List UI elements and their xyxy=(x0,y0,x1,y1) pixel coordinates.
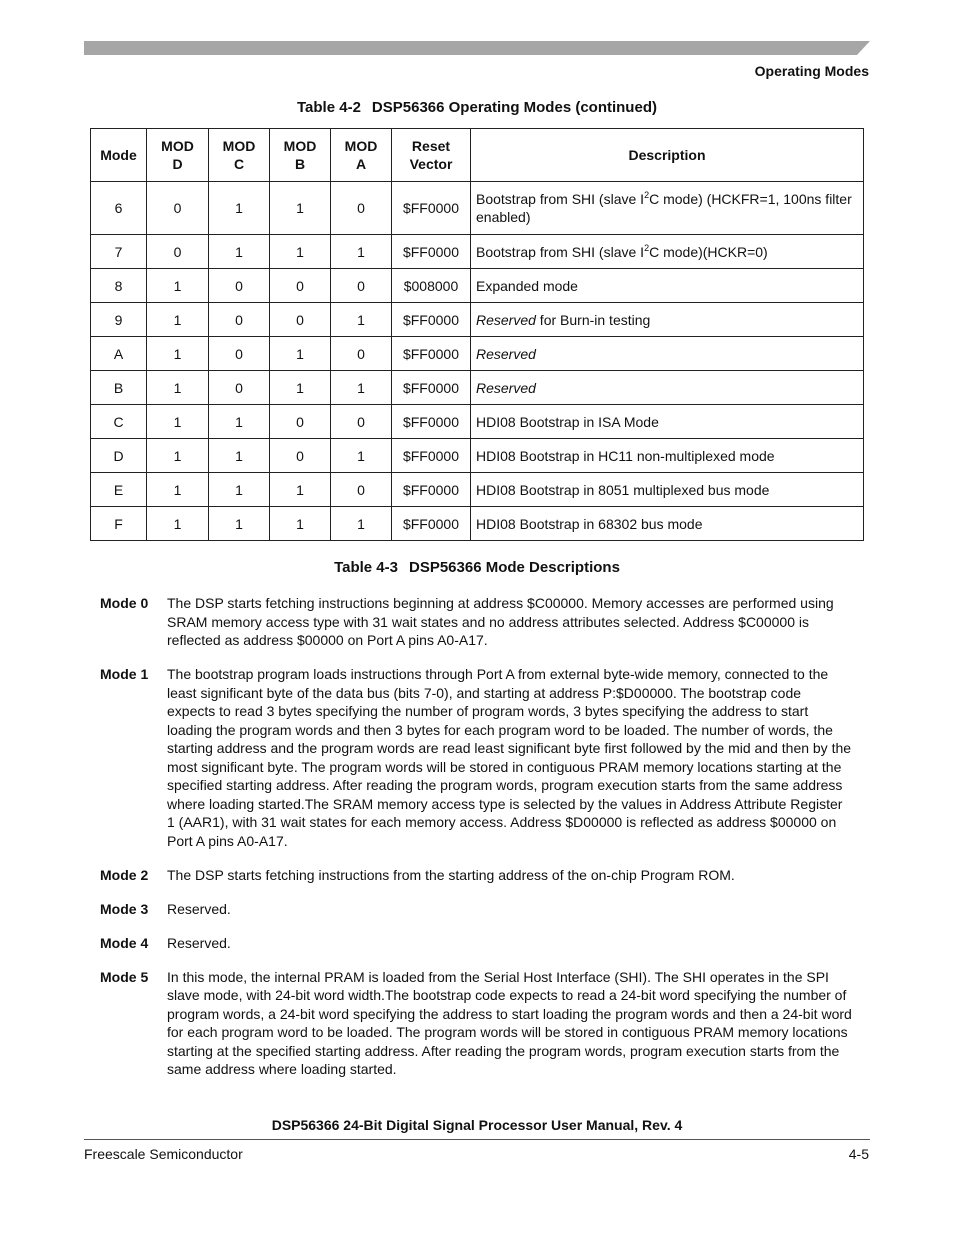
header-mod-a-line1: MOD xyxy=(344,138,378,154)
cell-mod-d: 1 xyxy=(147,371,209,405)
cell-mod-a: 0 xyxy=(331,337,392,371)
mode-entry xyxy=(100,900,852,919)
cell-mode: B xyxy=(91,371,147,405)
header-reset-line1: Reset xyxy=(411,138,451,154)
table-row xyxy=(91,269,864,303)
cell-description: HDI08 Bootstrap in ISA Mode xyxy=(471,405,864,439)
cell-description xyxy=(471,371,864,405)
table-row xyxy=(91,473,864,507)
cell-mod-a: 0 xyxy=(331,405,392,439)
cell-mod-b: 0 xyxy=(270,269,331,303)
cell-reset-vector: $FF0000 xyxy=(392,473,471,507)
cell-mod-c: 1 xyxy=(209,182,270,235)
cell-mod-b: 1 xyxy=(270,371,331,405)
operating-modes-table xyxy=(90,128,864,541)
cell-mode: E xyxy=(91,473,147,507)
desc-part: C mode) (HCKFR=1, 100ns filter enabled) xyxy=(476,191,852,225)
table-4-3-caption xyxy=(0,559,954,576)
cell-mode: 9 xyxy=(91,303,147,337)
cell-mod-a: 1 xyxy=(331,235,392,269)
footer-manual-title: DSP56366 24-Bit Digital Signal Processor User Manual, Rev. 4 xyxy=(271,1117,683,1133)
cell-mod-d: 1 xyxy=(147,507,209,541)
mode-label: Mode 4 xyxy=(100,934,149,951)
cell-mod-b: 0 xyxy=(270,405,331,439)
table-row xyxy=(91,507,864,541)
cell-mod-a: 1 xyxy=(331,507,392,541)
table-row xyxy=(91,405,864,439)
mode-text: Reserved. xyxy=(167,900,231,917)
cell-mod-d: 1 xyxy=(147,439,209,473)
cell-mod-b: 1 xyxy=(270,507,331,541)
header-reset-line2: Vector xyxy=(409,156,453,172)
mode-label: Mode 1 xyxy=(100,666,149,682)
cell-description: Expanded mode xyxy=(471,269,864,303)
header-mode: Mode xyxy=(91,129,147,182)
desc-part: for Burn-in testing xyxy=(535,311,651,328)
mode-text: The DSP starts fetching instructions beginning at address $C00000. Memory accesses are performed using SRAM memory access type with 31 wait states and no address attributes selected. Address $C00000 is reflected as address $00000 on Port A pins A0-A17. xyxy=(167,595,834,648)
cell-mod-b: 0 xyxy=(270,303,331,337)
cell-mod-b: 1 xyxy=(270,235,331,269)
table-4-2-title: DSP56366 Operating Modes (continued) xyxy=(371,99,657,116)
cell-mod-c: 0 xyxy=(209,371,270,405)
table-row xyxy=(91,182,864,235)
cell-mod-a: 1 xyxy=(331,371,392,405)
cell-reset-vector: $FF0000 xyxy=(392,405,471,439)
cell-mod-c: 0 xyxy=(209,269,270,303)
desc-part: Bootstrap from SHI (slave I xyxy=(476,243,645,260)
cell-mod-c: 1 xyxy=(209,473,270,507)
cell-mode: F xyxy=(91,507,147,541)
cell-mod-a: 1 xyxy=(331,439,392,473)
cell-description: HDI08 Bootstrap in 8051 multiplexed bus mode xyxy=(471,473,864,507)
desc-italic: Reserved xyxy=(476,311,536,328)
footer-divider xyxy=(84,1139,870,1140)
cell-mode: 8 xyxy=(91,269,147,303)
cell-reset-vector: $FF0000 xyxy=(392,235,471,269)
mode-entry xyxy=(100,934,852,953)
cell-mod-d: 1 xyxy=(147,405,209,439)
mode-text: In this mode, the internal PRAM is loaded from the Serial Host Interface (SHI). The SHI operates in the SPI slave mode, with 24-bit word width.The bootstrap code expects to read a 24-bit word specifying the number of program words, a 24-bit word specifying the address to start loading the program words and then a 24-bit word for each program word to be loaded. The program words will be stored in contiguous PRAM memory locations starting at the specified starting address. After reading the program words, program execution starts from the same address where loading started. xyxy=(167,968,852,1077)
page-number: 4-5 xyxy=(848,1146,869,1162)
cell-mod-d: 0 xyxy=(147,182,209,235)
cell-mod-c: 1 xyxy=(209,507,270,541)
table-row xyxy=(91,303,864,337)
table-row xyxy=(91,235,864,269)
cell-description xyxy=(471,182,864,235)
cell-mod-a: 0 xyxy=(331,473,392,507)
mode-entry xyxy=(100,594,852,650)
mode-label: Mode 0 xyxy=(100,595,149,611)
desc-part: Bootstrap from SHI (slave I xyxy=(476,191,645,207)
table-row xyxy=(91,439,864,473)
desc-superscript: 2 xyxy=(644,190,650,200)
table-4-3-title: DSP56366 Mode Descriptions xyxy=(409,559,620,576)
mode-text: The bootstrap program loads instructions through Port A from external byte-wide memory, connected to the least significant byte of the data bus (bits 7-0), and starting at address P:$D00000. The bootstrap code expects to read 3 bytes specifying the number of program words, 3 bytes specifying the address to start loading the program words and then 3 bytes for each program word to be loaded. The number of words, the starting address and the program words are read least significant byte first followed by the mid and then by the most significant byte. The program words will be stored in contiguous PRAM memory locations starting at the specified starting address. After reading the program words, program execution starts from the same address where loading started.The SRAM memory access type is selected by the values in Address Attribute Register 1 (AAR1), with 31 wait states for each memory access. Address $D00000 is reflected as address $00000 on Port A pins A0-A17. xyxy=(167,666,852,849)
desc-part: C mode)(HCKR=0) xyxy=(649,243,768,260)
cell-reset-vector: $FF0000 xyxy=(392,303,471,337)
cell-mod-c: 0 xyxy=(209,303,270,337)
mode-entry xyxy=(100,968,852,1079)
cell-reset-vector: $008000 xyxy=(392,269,471,303)
desc-superscript: 2 xyxy=(644,242,650,253)
header-mod-b-line2: B xyxy=(294,156,306,172)
cell-mod-c: 1 xyxy=(209,439,270,473)
table-4-2-number: Table 4-2 xyxy=(297,99,361,116)
section-title: Operating Modes xyxy=(754,63,869,79)
header-mod-c-line1: MOD xyxy=(222,138,256,154)
mode-label: Mode 2 xyxy=(100,866,149,883)
cell-description xyxy=(471,235,864,269)
table-4-2-caption xyxy=(0,99,954,116)
header-mod-d xyxy=(147,129,209,182)
mode-entry xyxy=(100,665,852,850)
cell-mod-a: 1 xyxy=(331,303,392,337)
cell-reset-vector: $FF0000 xyxy=(392,371,471,405)
cell-mod-a: 0 xyxy=(331,269,392,303)
header-mod-c-line2: C xyxy=(233,156,245,172)
header-reset-vector xyxy=(392,129,471,182)
cell-mode: 7 xyxy=(91,235,147,269)
header-description: Description xyxy=(471,129,864,182)
cell-mode: C xyxy=(91,405,147,439)
header-bar xyxy=(84,41,870,55)
header-mod-b-line1: MOD xyxy=(283,138,317,154)
cell-reset-vector: $FF0000 xyxy=(392,439,471,473)
cell-mod-d: 1 xyxy=(147,269,209,303)
cell-mod-c: 1 xyxy=(209,235,270,269)
cell-mod-c: 0 xyxy=(209,337,270,371)
cell-description xyxy=(471,303,864,337)
header-mod-c xyxy=(209,129,270,182)
cell-description xyxy=(471,337,864,371)
mode-text: The DSP starts fetching instructions from the starting address of the on-chip Program ROM. xyxy=(167,866,735,883)
cell-mod-c: 1 xyxy=(209,405,270,439)
desc-italic: Reserved xyxy=(476,345,536,362)
mode-label: Mode 3 xyxy=(100,900,149,917)
cell-mod-b: 1 xyxy=(270,182,331,235)
cell-reset-vector: $FF0000 xyxy=(392,337,471,371)
cell-mod-a: 0 xyxy=(331,182,392,235)
header-mod-b xyxy=(270,129,331,182)
cell-mod-b: 0 xyxy=(270,439,331,473)
cell-mod-d: 1 xyxy=(147,337,209,371)
cell-mod-d: 1 xyxy=(147,473,209,507)
cell-reset-vector: $FF0000 xyxy=(392,507,471,541)
table-4-3-number: Table 4-3 xyxy=(334,559,398,576)
mode-text: Reserved. xyxy=(167,934,231,951)
cell-mod-d: 1 xyxy=(147,303,209,337)
cell-description: HDI08 Bootstrap in 68302 bus mode xyxy=(471,507,864,541)
table-row xyxy=(91,337,864,371)
cell-mod-b: 1 xyxy=(270,473,331,507)
cell-mod-d: 0 xyxy=(147,235,209,269)
footer-company: Freescale Semiconductor xyxy=(84,1146,243,1162)
desc-italic: Reserved xyxy=(476,379,536,396)
table-row xyxy=(91,371,864,405)
cell-mod-b: 1 xyxy=(270,337,331,371)
header-bar-shape xyxy=(84,41,870,55)
header-mod-a xyxy=(331,129,392,182)
mode-descriptions-list xyxy=(100,594,852,1094)
table-header-row xyxy=(91,129,864,182)
cell-mode: 6 xyxy=(91,182,147,235)
cell-reset-vector: $FF0000 xyxy=(392,182,471,235)
header-mod-d-line2: D xyxy=(172,156,183,172)
cell-mode: A xyxy=(91,337,147,371)
header-mod-d-line1: MOD xyxy=(161,138,194,154)
cell-description: HDI08 Bootstrap in HC11 non-multiplexed mode xyxy=(471,439,864,473)
mode-entry xyxy=(100,866,852,885)
cell-mode: D xyxy=(91,439,147,473)
header-mod-a-line2: A xyxy=(355,156,367,172)
mode-label: Mode 5 xyxy=(100,968,149,985)
